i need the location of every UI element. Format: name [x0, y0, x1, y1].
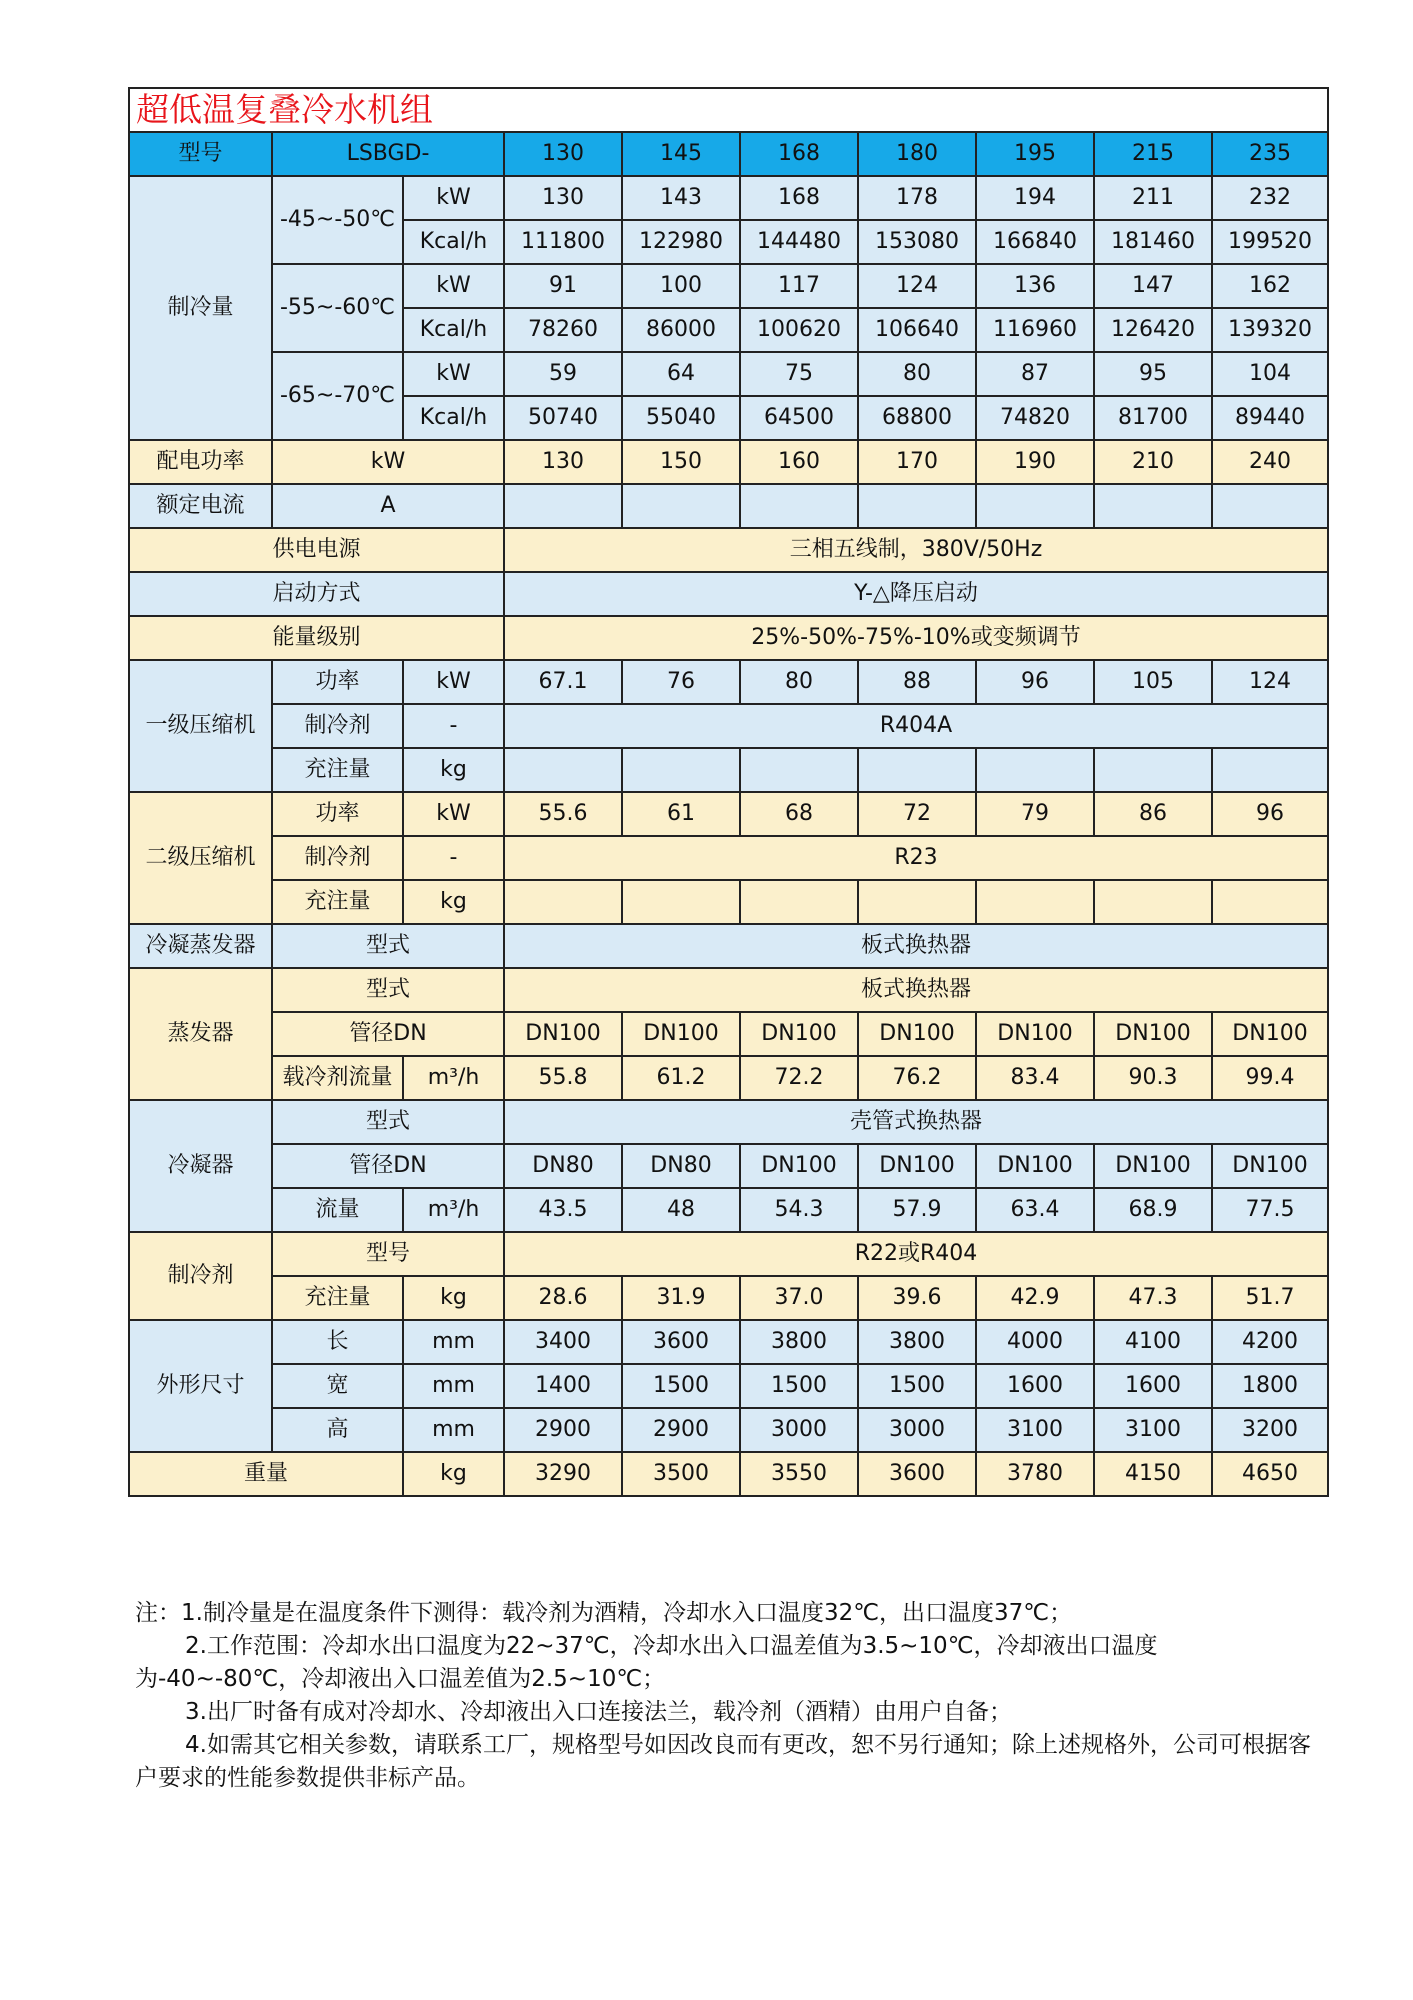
model-cell: 235 [1212, 132, 1328, 176]
value-cell: 54.3 [740, 1188, 858, 1232]
unit-cell: kg [403, 1452, 504, 1496]
value-cell: 86 [1094, 792, 1212, 836]
value-cell: 139320 [1212, 308, 1328, 352]
value-cell: 199520 [1212, 220, 1328, 264]
value-cell: 1400 [504, 1364, 622, 1408]
empty-cell [740, 748, 858, 792]
row-label: 能量级别 [129, 616, 504, 660]
unit-cell: kW [403, 352, 504, 396]
value-cell: 3780 [976, 1452, 1094, 1496]
model-cell: 145 [622, 132, 740, 176]
table-row [129, 1188, 1328, 1232]
model-cell: 195 [976, 132, 1094, 176]
value-cell: 170 [858, 440, 976, 484]
row-label: 额定电流 [129, 484, 272, 528]
value-cell: DN100 [1094, 1012, 1212, 1056]
value-cell: 144480 [740, 220, 858, 264]
value-cell: 76 [622, 660, 740, 704]
value-cell: 42.9 [976, 1276, 1094, 1320]
value-cell: 63.4 [976, 1188, 1094, 1232]
value-cell: 28.6 [504, 1276, 622, 1320]
unit-cell: kW [403, 264, 504, 308]
value-cell: 39.6 [858, 1276, 976, 1320]
value-cell: 67.1 [504, 660, 622, 704]
value-cell: 80 [858, 352, 976, 396]
model-cell: 130 [504, 132, 622, 176]
table-row [129, 1364, 1328, 1408]
unit-cell: kg [403, 880, 504, 924]
value-cell: 3600 [622, 1320, 740, 1364]
empty-cell [976, 484, 1094, 528]
group-label: 制冷剂 [129, 1232, 272, 1320]
unit-cell: A [272, 484, 504, 528]
group-label: 冷凝蒸发器 [129, 924, 272, 968]
value-cell: 4650 [1212, 1452, 1328, 1496]
row-label: 长 [272, 1320, 403, 1364]
value-cell: 181460 [1094, 220, 1212, 264]
temp-range: -45~-50℃ [272, 176, 403, 264]
table-row [129, 176, 1328, 220]
empty-cell [622, 880, 740, 924]
empty-cell [740, 484, 858, 528]
value-cell: 91 [504, 264, 622, 308]
value-cell: 55040 [622, 396, 740, 440]
value-cell: 64500 [740, 396, 858, 440]
unit-cell: mm [403, 1364, 504, 1408]
value-cell: 77.5 [1212, 1188, 1328, 1232]
row-label: 流量 [272, 1188, 403, 1232]
value-cell: 72 [858, 792, 976, 836]
unit-cell: m³/h [403, 1188, 504, 1232]
table-row [129, 748, 1328, 792]
value-cell: 1500 [858, 1364, 976, 1408]
value-cell: 104 [1212, 352, 1328, 396]
unit-cell: kW [272, 440, 504, 484]
row-label: 充注量 [272, 1276, 403, 1320]
value-cell: 3600 [858, 1452, 976, 1496]
value-cell: DN100 [622, 1012, 740, 1056]
span-value: 壳管式换热器 [504, 1100, 1328, 1144]
table-row [129, 88, 1328, 132]
value-cell: 61.2 [622, 1056, 740, 1100]
group-label: 外形尺寸 [129, 1320, 272, 1452]
value-cell: 2900 [622, 1408, 740, 1452]
value-cell: 150 [622, 440, 740, 484]
value-cell: 194 [976, 176, 1094, 220]
row-label: 型式 [272, 1100, 504, 1144]
value-cell: 211 [1094, 176, 1212, 220]
value-cell: 68.9 [1094, 1188, 1212, 1232]
span-value: 板式换热器 [504, 968, 1328, 1012]
empty-cell [1094, 748, 1212, 792]
value-cell: 1500 [622, 1364, 740, 1408]
value-cell: 47.3 [1094, 1276, 1212, 1320]
value-cell: DN100 [976, 1012, 1094, 1056]
table-row [129, 1012, 1328, 1056]
value-cell: DN80 [504, 1144, 622, 1188]
model-cell: 215 [1094, 132, 1212, 176]
spec-table [128, 87, 1329, 1497]
span-value: 板式换热器 [504, 924, 1328, 968]
value-cell: 1600 [976, 1364, 1094, 1408]
value-cell: 3400 [504, 1320, 622, 1364]
span-value: R404A [504, 704, 1328, 748]
span-value: 25%-50%-75%-10%或变频调节 [504, 616, 1328, 660]
value-cell: 232 [1212, 176, 1328, 220]
value-cell: 86000 [622, 308, 740, 352]
unit-cell: m³/h [403, 1056, 504, 1100]
value-cell: 130 [504, 440, 622, 484]
value-cell: 96 [976, 660, 1094, 704]
value-cell: 81700 [1094, 396, 1212, 440]
empty-cell [1212, 880, 1328, 924]
empty-cell [1212, 484, 1328, 528]
table-row [129, 880, 1328, 924]
cooling-label: 制冷量 [129, 176, 272, 440]
unit-cell: kW [403, 660, 504, 704]
table-row [129, 1452, 1328, 1496]
unit-cell: mm [403, 1408, 504, 1452]
value-cell: 117 [740, 264, 858, 308]
value-cell: 48 [622, 1188, 740, 1232]
table-row [129, 1056, 1328, 1100]
value-cell: 130 [504, 176, 622, 220]
value-cell: 64 [622, 352, 740, 396]
note-2: 2.工作范围：冷却水出口温度为22~37℃，冷却水出入口温差值为3.5~10℃，冷却液出口温度为-40~-80℃，冷却液出入口温差值为2.5~10℃； [135, 1633, 1158, 1692]
table-row [129, 1144, 1328, 1188]
table-row [129, 792, 1328, 836]
table-row [129, 704, 1328, 748]
value-cell: 79 [976, 792, 1094, 836]
table-row [129, 1232, 1328, 1276]
table-row [129, 1276, 1328, 1320]
value-cell: 76.2 [858, 1056, 976, 1100]
model-cell: 168 [740, 132, 858, 176]
empty-cell [1212, 748, 1328, 792]
value-cell: 162 [1212, 264, 1328, 308]
unit-cell: kg [403, 1276, 504, 1320]
table-row [129, 572, 1328, 616]
notes [135, 1597, 1320, 1795]
table-row [129, 264, 1328, 308]
row-label: 管径DN [272, 1012, 504, 1056]
row-label: 载冷剂流量 [272, 1056, 403, 1100]
value-cell: 78260 [504, 308, 622, 352]
unit-cell: - [403, 704, 504, 748]
value-cell: DN100 [858, 1012, 976, 1056]
value-cell: 124 [858, 264, 976, 308]
value-cell: 100 [622, 264, 740, 308]
value-cell: 111800 [504, 220, 622, 264]
unit-cell: mm [403, 1320, 504, 1364]
table-row [129, 968, 1328, 1012]
empty-cell [858, 484, 976, 528]
value-cell: 80 [740, 660, 858, 704]
row-label: 制冷剂 [272, 704, 403, 748]
group-label: 蒸发器 [129, 968, 272, 1100]
row-label: 功率 [272, 660, 403, 704]
row-label: 重量 [129, 1452, 403, 1496]
value-cell: 3000 [740, 1408, 858, 1452]
value-cell: 210 [1094, 440, 1212, 484]
value-cell: 90.3 [1094, 1056, 1212, 1100]
value-cell: 43.5 [504, 1188, 622, 1232]
model-cell: 180 [858, 132, 976, 176]
value-cell: 240 [1212, 440, 1328, 484]
value-cell: 59 [504, 352, 622, 396]
table-row [129, 836, 1328, 880]
header-label: 型号 [129, 132, 272, 176]
row-label: 宽 [272, 1364, 403, 1408]
value-cell: 1600 [1094, 1364, 1212, 1408]
value-cell: 122980 [622, 220, 740, 264]
row-label: 功率 [272, 792, 403, 836]
value-cell: 190 [976, 440, 1094, 484]
span-value: R22或R404 [504, 1232, 1328, 1276]
value-cell: DN100 [1212, 1144, 1328, 1188]
value-cell: 160 [740, 440, 858, 484]
value-cell: 2900 [504, 1408, 622, 1452]
group-label: 一级压缩机 [129, 660, 272, 792]
unit-cell: kW [403, 792, 504, 836]
group-label: 二级压缩机 [129, 792, 272, 924]
value-cell: 4100 [1094, 1320, 1212, 1364]
value-cell: DN100 [504, 1012, 622, 1056]
value-cell: DN100 [1212, 1012, 1328, 1056]
table-row [129, 924, 1328, 968]
value-cell: 88 [858, 660, 976, 704]
value-cell: 105 [1094, 660, 1212, 704]
unit-cell: kW [403, 176, 504, 220]
value-cell: 124 [1212, 660, 1328, 704]
span-value: 三相五线制，380V/50Hz [504, 528, 1328, 572]
empty-cell [1094, 880, 1212, 924]
unit-cell: - [403, 836, 504, 880]
value-cell: 55.8 [504, 1056, 622, 1100]
value-cell: 37.0 [740, 1276, 858, 1320]
value-cell: 55.6 [504, 792, 622, 836]
empty-cell [1094, 484, 1212, 528]
value-cell: 89440 [1212, 396, 1328, 440]
value-cell: 99.4 [1212, 1056, 1328, 1100]
row-label: 高 [272, 1408, 403, 1452]
value-cell: 168 [740, 176, 858, 220]
temp-range: -65~-70℃ [272, 352, 403, 440]
row-label: 充注量 [272, 748, 403, 792]
span-value: Y-△降压启动 [504, 572, 1328, 616]
row-label: 启动方式 [129, 572, 504, 616]
value-cell: 136 [976, 264, 1094, 308]
value-cell: 4200 [1212, 1320, 1328, 1364]
value-cell: 4000 [976, 1320, 1094, 1364]
table-row [129, 1100, 1328, 1144]
row-label: 供电电源 [129, 528, 504, 572]
value-cell: DN100 [858, 1144, 976, 1188]
empty-cell [504, 748, 622, 792]
table-row [129, 528, 1328, 572]
value-cell: 3200 [1212, 1408, 1328, 1452]
value-cell: 3800 [858, 1320, 976, 1364]
table-title: 超低温复叠冷水机组 [129, 88, 1328, 132]
value-cell: 83.4 [976, 1056, 1094, 1100]
value-cell: DN100 [1094, 1144, 1212, 1188]
value-cell: 147 [1094, 264, 1212, 308]
note-1: 注：1.制冷量是在温度条件下测得：载冷剂为酒精，冷却水入口温度32℃，出口温度37℃； [135, 1600, 1073, 1626]
value-cell: 153080 [858, 220, 976, 264]
value-cell: 116960 [976, 308, 1094, 352]
value-cell: 1800 [1212, 1364, 1328, 1408]
value-cell: 31.9 [622, 1276, 740, 1320]
value-cell: 100620 [740, 308, 858, 352]
note-3: 3.出厂时备有成对冷却水、冷却液出入口连接法兰，载冷剂（酒精）由用户自备； [185, 1699, 1012, 1725]
value-cell: 74820 [976, 396, 1094, 440]
value-cell: 3500 [622, 1452, 740, 1496]
empty-cell [976, 880, 1094, 924]
group-label: 冷凝器 [129, 1100, 272, 1232]
value-cell: 126420 [1094, 308, 1212, 352]
value-cell: 3100 [1094, 1408, 1212, 1452]
span-value: R23 [504, 836, 1328, 880]
row-label: 配电功率 [129, 440, 272, 484]
empty-cell [976, 748, 1094, 792]
value-cell: 166840 [976, 220, 1094, 264]
temp-range: -55~-60℃ [272, 264, 403, 352]
value-cell: 61 [622, 792, 740, 836]
value-cell: 1500 [740, 1364, 858, 1408]
value-cell: DN80 [622, 1144, 740, 1188]
row-label: 充注量 [272, 880, 403, 924]
empty-cell [504, 484, 622, 528]
table-row [129, 616, 1328, 660]
value-cell: 51.7 [1212, 1276, 1328, 1320]
row-label: 管径DN [272, 1144, 504, 1188]
row-label: 制冷剂 [272, 836, 403, 880]
row-label: 型号 [272, 1232, 504, 1276]
unit-cell: Kcal/h [403, 220, 504, 264]
table-row [129, 1408, 1328, 1452]
table-row [129, 440, 1328, 484]
value-cell: 96 [1212, 792, 1328, 836]
value-cell: 50740 [504, 396, 622, 440]
value-cell: 3000 [858, 1408, 976, 1452]
row-label: 型式 [272, 924, 504, 968]
table-row [129, 660, 1328, 704]
row-label: 型式 [272, 968, 504, 1012]
table-row [129, 484, 1328, 528]
unit-cell: Kcal/h [403, 308, 504, 352]
series-label: LSBGD- [272, 132, 504, 176]
value-cell: 87 [976, 352, 1094, 396]
value-cell: 3800 [740, 1320, 858, 1364]
note-4: 4.如需其它相关参数，请联系工厂，规格型号如因改良而有更改，恕不另行通知；除上述规格外，公司可根据客户要求的性能参数提供非标产品。 [135, 1732, 1311, 1791]
value-cell: 4150 [1094, 1452, 1212, 1496]
empty-cell [740, 880, 858, 924]
value-cell: 143 [622, 176, 740, 220]
empty-cell [858, 880, 976, 924]
value-cell: 68800 [858, 396, 976, 440]
table-row [129, 132, 1328, 176]
value-cell: 95 [1094, 352, 1212, 396]
value-cell: 178 [858, 176, 976, 220]
empty-cell [622, 484, 740, 528]
value-cell: DN100 [740, 1012, 858, 1056]
value-cell: DN100 [976, 1144, 1094, 1188]
unit-cell: kg [403, 748, 504, 792]
empty-cell [504, 880, 622, 924]
unit-cell: Kcal/h [403, 396, 504, 440]
value-cell: 106640 [858, 308, 976, 352]
value-cell: DN100 [740, 1144, 858, 1188]
empty-cell [622, 748, 740, 792]
value-cell: 3100 [976, 1408, 1094, 1452]
table-row [129, 1320, 1328, 1364]
value-cell: 68 [740, 792, 858, 836]
value-cell: 3550 [740, 1452, 858, 1496]
value-cell: 3290 [504, 1452, 622, 1496]
value-cell: 75 [740, 352, 858, 396]
value-cell: 72.2 [740, 1056, 858, 1100]
table-row [129, 352, 1328, 396]
value-cell: 57.9 [858, 1188, 976, 1232]
empty-cell [858, 748, 976, 792]
